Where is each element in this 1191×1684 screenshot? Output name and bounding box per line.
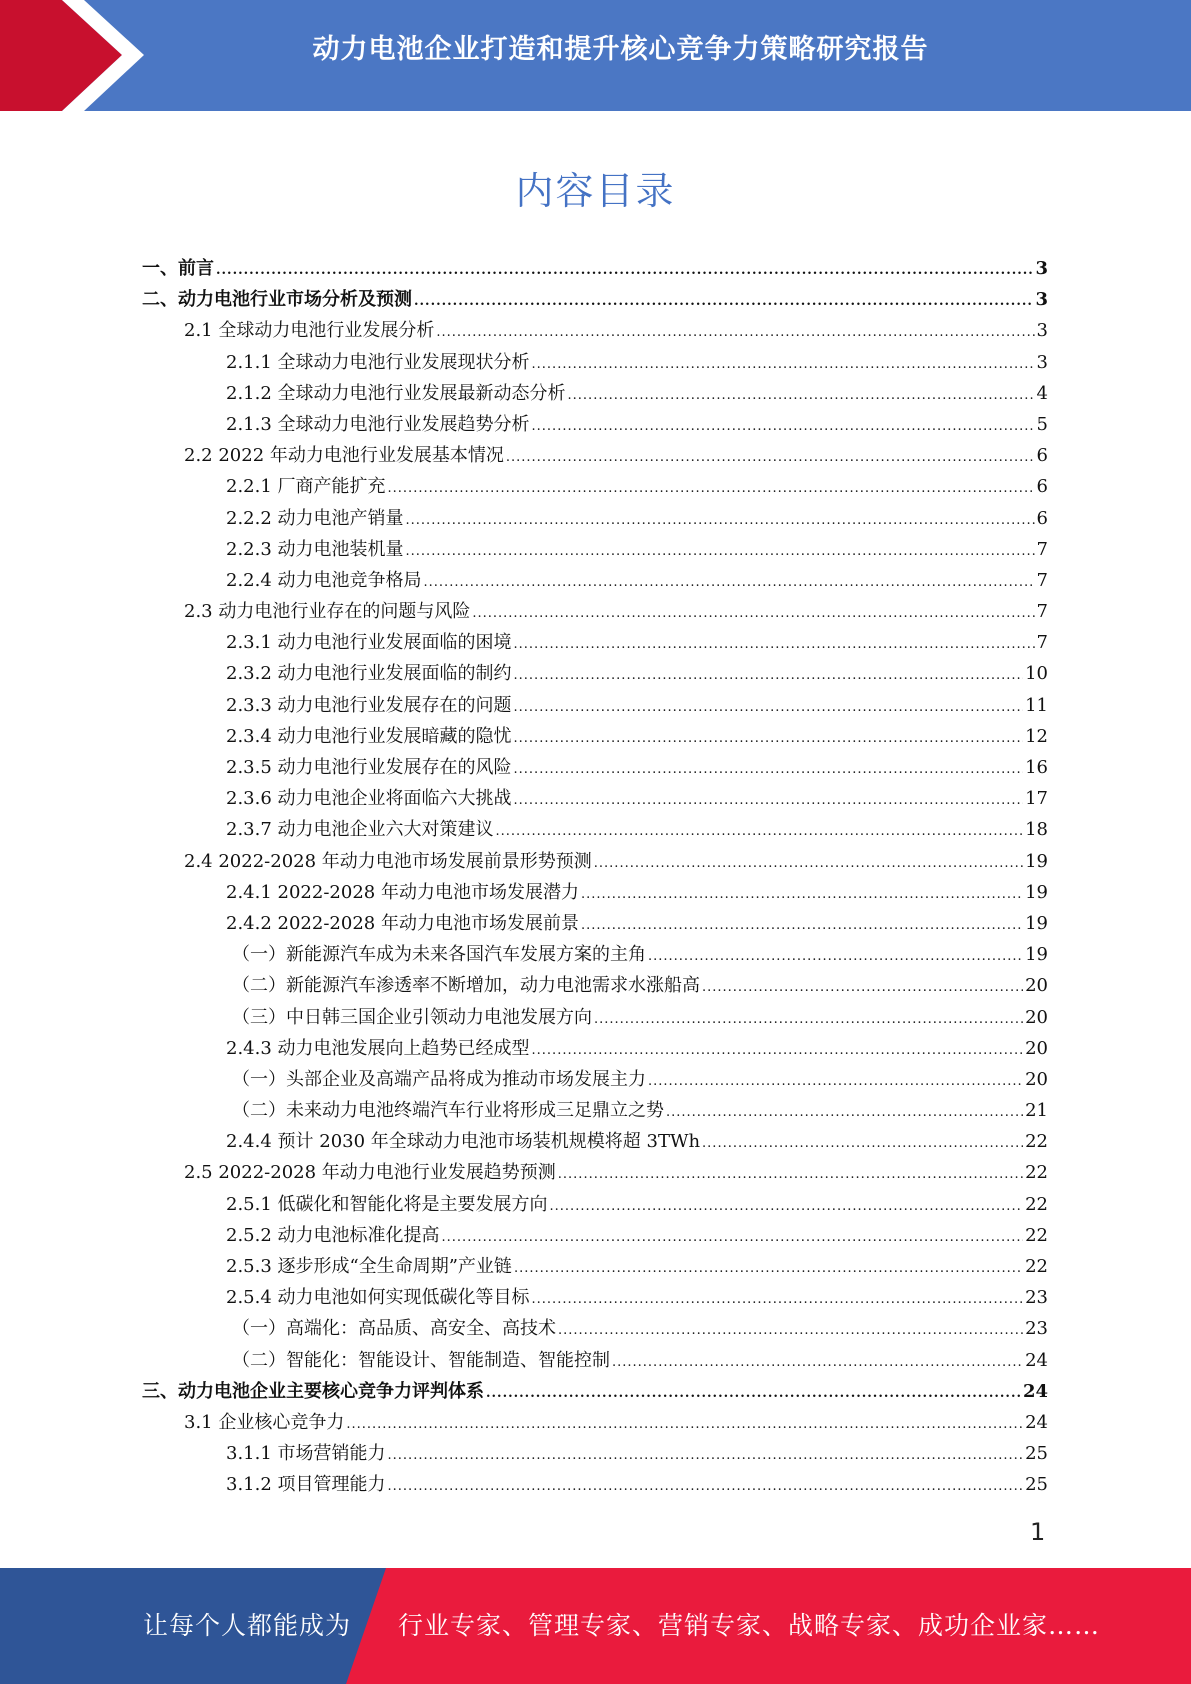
toc-entry-page: 22 — [1025, 1193, 1048, 1215]
toc-entry[interactable] — [142, 1251, 1048, 1282]
toc-entry-page: 19 — [1025, 881, 1048, 903]
toc-dot-leader — [216, 255, 1033, 286]
toc-dot-leader — [648, 941, 1023, 972]
toc-entry-page: 6 — [1036, 507, 1048, 529]
toc-dot-leader — [558, 1315, 1023, 1346]
toc-dot-leader — [388, 1440, 1024, 1471]
toc-entry-text: 三、动力电池企业主要核心竞争力评判体系 — [142, 1380, 484, 1402]
toc-entry[interactable] — [142, 877, 1048, 908]
toc-entry-text: 2.5 2022-2028 年动力电池行业发展趋势预测 — [184, 1162, 556, 1184]
toc-entry-page: 18 — [1025, 819, 1048, 841]
toc-entry[interactable] — [142, 440, 1048, 471]
toc-entry-text: 2.3.5 动力电池行业发展存在的风险 — [226, 757, 512, 778]
toc-entry-text: 2.4.3 动力电池发展向上趋势已经成型 — [226, 1037, 530, 1059]
toc-entry[interactable] — [142, 347, 1048, 378]
toc-entry[interactable] — [142, 253, 1048, 284]
toc-entry-text: 2.4.2 2022-2028 年动力电池市场发展前景 — [226, 912, 579, 934]
toc-entry[interactable] — [142, 596, 1048, 627]
toc-entry-page: 6 — [1036, 476, 1048, 498]
toc-dot-leader — [346, 1409, 1023, 1440]
toc-entry-text: 2.3.7 动力电池企业六大对策建议 — [226, 819, 494, 841]
toc-dot-leader — [496, 816, 1024, 847]
toc-dot-leader — [550, 1191, 1024, 1222]
toc-entry-page: 3 — [1035, 258, 1048, 279]
toc-entry-page: 19 — [1025, 850, 1048, 872]
toc-entry-text: 2.5.1 低碳化和智能化将是主要发展方向 — [226, 1193, 548, 1215]
toc-entry[interactable] — [142, 1438, 1048, 1469]
toc-dot-leader — [532, 1035, 1024, 1066]
toc-dot-leader — [514, 723, 1024, 754]
toc-entry-page: 19 — [1025, 944, 1048, 966]
toc-entry-page: 3 — [1036, 351, 1048, 373]
toc-dot-leader — [702, 1128, 1023, 1159]
toc-entry-page: 12 — [1025, 725, 1048, 747]
toc-entry[interactable] — [142, 721, 1048, 752]
toc-dot-leader — [388, 1471, 1024, 1502]
toc-dot-leader — [581, 910, 1023, 941]
toc-entry-page: 23 — [1025, 1318, 1048, 1340]
toc-entry-page: 25 — [1025, 1474, 1048, 1496]
toc-entry[interactable] — [142, 378, 1048, 409]
toc-entry[interactable] — [142, 1345, 1048, 1376]
footer-slogan-left: 让每个人都能成为 — [143, 1611, 352, 1640]
toc-entry-page: 16 — [1025, 757, 1048, 778]
toc-entry-page: 3 — [1035, 289, 1048, 311]
toc-dot-leader — [581, 879, 1023, 910]
toc-entry-text: （三）中日韩三国企业引领动力电池发展方向 — [232, 1006, 592, 1028]
toc-entry-page: 10 — [1025, 663, 1048, 685]
toc-entry[interactable] — [142, 908, 1048, 939]
toc-entry[interactable] — [142, 315, 1048, 346]
toc-dot-leader — [506, 442, 1035, 473]
header-chevron-decoration — [0, 0, 160, 111]
toc-entry-text: 2.5.3 逐步形成“全生命周期”产业链 — [226, 1256, 512, 1277]
page-header — [0, 0, 1191, 111]
footer-slogan-right: 行业专家、管理专家、营销专家、战略专家、成功企业家…… — [398, 1611, 1101, 1640]
toc-entry-page: 11 — [1025, 694, 1048, 716]
toc-entry[interactable] — [142, 783, 1048, 814]
toc-entry-text: 2.3.2 动力电池行业发展面临的制约 — [226, 663, 512, 685]
toc-entry[interactable] — [142, 814, 1048, 845]
toc-entry[interactable] — [142, 939, 1048, 970]
toc-entry-page: 25 — [1025, 1443, 1048, 1465]
toc-entry-page: 20 — [1025, 1068, 1048, 1090]
toc-entry-page: 22 — [1025, 1131, 1048, 1153]
toc-entry-page: 22 — [1025, 1256, 1048, 1277]
toc-dot-leader — [612, 1347, 1023, 1378]
toc-entry-page: 17 — [1025, 788, 1048, 810]
toc-entry-page: 21 — [1025, 1100, 1048, 1122]
toc-entry-text: （一）高端化：高品质、高安全、高技术 — [232, 1318, 556, 1340]
toc-entry[interactable] — [142, 970, 1048, 1001]
toc-dot-leader — [514, 629, 1035, 660]
toc-entry-text: 2.3 动力电池行业存在的问题与风险 — [184, 601, 471, 623]
toc-entry-text: 2.2.1 厂商产能扩充 — [226, 476, 386, 498]
toc-entry[interactable] — [142, 1220, 1048, 1251]
toc-dot-leader — [666, 1097, 1023, 1128]
toc-entry[interactable] — [142, 1095, 1048, 1126]
toc-entry[interactable] — [142, 503, 1048, 534]
toc-entry-text: 二、动力电池行业市场分析及预测 — [142, 289, 412, 311]
toc-entry[interactable] — [142, 658, 1048, 689]
toc-entry-text: 2.3.3 动力电池行业发展存在的问题 — [226, 694, 512, 716]
toc-entry-text: 2.1.1 全球动力电池行业发展现状分析 — [226, 351, 530, 373]
toc-dot-leader — [406, 536, 1035, 567]
toc-entry-text: 2.3.6 动力电池企业将面临六大挑战 — [226, 788, 512, 810]
toc-dot-leader — [558, 1159, 1023, 1190]
toc-dot-leader — [406, 505, 1035, 536]
header-title: 动力电池企业打造和提升核心竞争力策略研究报告 — [312, 34, 929, 65]
toc-entry[interactable] — [142, 1407, 1048, 1438]
toc-entry-text: 2.4 2022-2028 年动力电池市场发展前景形势预测 — [184, 850, 592, 872]
toc-entry[interactable] — [142, 1376, 1048, 1407]
toc-entry-page: 24 — [1025, 1411, 1048, 1433]
page-number: 1 — [1030, 1518, 1046, 1546]
toc-entry-text: 3.1.2 项目管理能力 — [226, 1474, 386, 1496]
toc-entry[interactable] — [142, 565, 1048, 596]
toc-entry-text: 2.1.3 全球动力电池行业发展趋势分析 — [226, 413, 530, 435]
toc-entry[interactable] — [142, 1033, 1048, 1064]
toc-entry[interactable] — [142, 1282, 1048, 1313]
toc-entry-page: 24 — [1025, 1349, 1048, 1371]
toc-dot-leader — [514, 785, 1024, 816]
toc-entry-page: 24 — [1022, 1380, 1048, 1402]
toc-entry-text: （二）智能化：智能设计、智能制造、智能控制 — [232, 1349, 610, 1371]
toc-dot-leader — [436, 317, 1034, 348]
toc-entry-page: 6 — [1036, 445, 1048, 467]
toc-entry-page: 20 — [1025, 975, 1048, 997]
toc-entry-page: 19 — [1025, 912, 1048, 934]
toc-entry-page: 7 — [1036, 569, 1048, 591]
toc-entry[interactable] — [142, 690, 1048, 721]
toc-entry-page: 22 — [1025, 1224, 1048, 1246]
toc-dot-leader — [424, 567, 1035, 598]
toc-entry-text: （二）未来动力电池终端汽车行业将形成三足鼎立之势 — [232, 1100, 664, 1122]
toc-entry[interactable] — [142, 1469, 1048, 1500]
page-footer — [0, 1568, 1191, 1684]
toc-dot-leader — [514, 1253, 1023, 1284]
toc-entry[interactable] — [142, 1189, 1048, 1220]
toc-dot-leader — [594, 848, 1023, 879]
toc-entry[interactable] — [142, 409, 1048, 440]
table-of-contents — [142, 253, 1048, 1501]
toc-entry-page: 7 — [1036, 601, 1048, 623]
toc-entry-text: 2.3.4 动力电池行业发展暗藏的隐忧 — [226, 725, 512, 747]
toc-title: 内容目录 — [515, 169, 676, 213]
toc-entry[interactable] — [142, 1313, 1048, 1344]
toc-entry-page: 22 — [1025, 1162, 1048, 1184]
toc-entry[interactable] — [142, 284, 1048, 315]
toc-entry-page: 7 — [1036, 538, 1048, 560]
toc-entry[interactable] — [142, 471, 1048, 502]
toc-entry-text: 2.2 2022 年动力电池行业发展基本情况 — [184, 445, 504, 467]
toc-dot-leader — [568, 380, 1035, 411]
toc-entry-page: 4 — [1036, 382, 1048, 404]
toc-entry[interactable] — [142, 627, 1048, 658]
toc-entry[interactable] — [142, 752, 1048, 783]
toc-entry-text: 一、前言 — [142, 258, 214, 279]
toc-entry-text: 2.1.2 全球动力电池行业发展最新动态分析 — [226, 382, 566, 404]
toc-dot-leader — [702, 972, 1023, 1003]
toc-entry-page: 20 — [1025, 1006, 1048, 1028]
toc-entry-text: 2.2.2 动力电池产销量 — [226, 507, 404, 529]
toc-dot-leader — [532, 1284, 1024, 1315]
toc-entry-page: 3 — [1036, 320, 1048, 342]
toc-dot-leader — [442, 1222, 1024, 1253]
toc-entry[interactable] — [142, 1064, 1048, 1095]
toc-entry-text: 2.4.1 2022-2028 年动力电池市场发展潜力 — [226, 881, 579, 903]
toc-entry-page: 7 — [1036, 632, 1048, 654]
toc-entry[interactable] — [142, 1002, 1048, 1033]
toc-dot-leader — [648, 1066, 1023, 1097]
toc-dot-leader — [532, 411, 1035, 442]
toc-entry-text: 2.5.4 动力电池如何实现低碳化等目标 — [226, 1287, 530, 1309]
toc-dot-leader — [388, 473, 1035, 504]
toc-entry-text: 3.1.1 市场营销能力 — [226, 1443, 386, 1465]
toc-dot-leader — [486, 1378, 1021, 1409]
toc-dot-leader — [532, 349, 1035, 380]
toc-entry[interactable] — [142, 1126, 1048, 1157]
toc-dot-leader — [514, 692, 1024, 723]
toc-entry-page: 23 — [1025, 1287, 1048, 1309]
toc-entry[interactable] — [142, 534, 1048, 565]
toc-entry-text: 2.4.4 预计 2030 年全球动力电池市场装机规模将超 3TWh — [226, 1131, 701, 1153]
toc-entry[interactable] — [142, 846, 1048, 877]
toc-entry-text: 2.3.1 动力电池行业发展面临的困境 — [226, 632, 512, 654]
toc-dot-leader — [594, 1004, 1023, 1035]
toc-entry-text: （一）头部企业及高端产品将成为推动市场发展主力 — [232, 1068, 646, 1090]
toc-entry-text: 2.2.4 动力电池竞争格局 — [226, 569, 422, 591]
toc-entry-text: 3.1 企业核心竞争力 — [184, 1411, 345, 1433]
toc-entry-text: （一）新能源汽车成为未来各国汽车发展方案的主角 — [232, 944, 646, 966]
toc-entry-page: 20 — [1025, 1037, 1048, 1059]
toc-dot-leader — [414, 286, 1033, 317]
toc-entry-text: （二）新能源汽车渗透率不断增加，动力电池需求水涨船高 — [232, 975, 700, 997]
toc-dot-leader — [514, 754, 1024, 785]
toc-entry-text: 2.5.2 动力电池标准化提高 — [226, 1224, 440, 1246]
toc-dot-leader — [514, 660, 1024, 691]
toc-entry-text: 2.2.3 动力电池装机量 — [226, 538, 404, 560]
toc-entry[interactable] — [142, 1157, 1048, 1188]
toc-entry-text: 2.1 全球动力电池行业发展分析 — [184, 320, 435, 342]
toc-dot-leader — [472, 598, 1034, 629]
toc-entry-page: 5 — [1036, 413, 1048, 435]
